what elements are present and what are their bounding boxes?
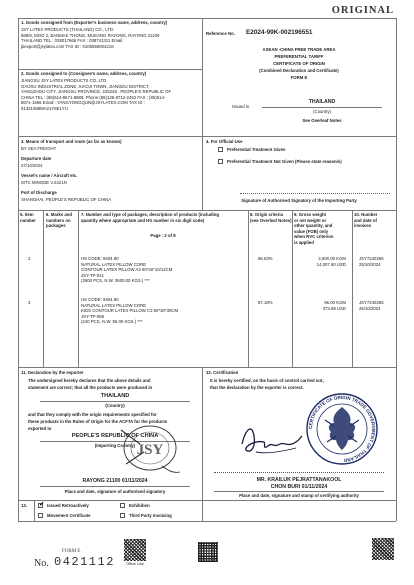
qr-code-icon — [372, 538, 394, 560]
divider — [202, 18, 203, 210]
item-number: 2 — [28, 256, 31, 261]
item-origin-criteria: 96.63% — [258, 256, 273, 261]
consignee-details: JIANGSU JSY LATEX PRODUCTS CO.,LTD GAOXU INDUSTRIAL ZONE, XIAOJI TOWN, JIANGDU DISTRICT, YANGZHOU CITY, JIANGSU PROVINCE, 225248 , PEOPLE'S REPUBLIC OF CHINA TEL : (86)514-8671-8888, Phone:(86)136-8712-2452 FAX : (86)514- 8671-1566 Email : YANGYONGQUN@JSYLATEX.COM TAX ID : 91321088MA21Y8E1YU — [21, 78, 172, 111]
divider — [18, 500, 396, 501]
certifying-authority-seal — [305, 392, 379, 466]
port-of-discharge: SHANGHAI, PEOPLE'S REPUBLIC OF CHINA — [21, 197, 112, 202]
importing-country-hint: (Importing Country) — [94, 443, 136, 448]
declaration-line1: The undersigned hereby declares that the above details and — [28, 378, 151, 383]
item-quantity: 3,600.00 KGM 14,007.60 USD — [316, 256, 346, 267]
divider — [352, 210, 353, 367]
issued-country: THAILAND — [308, 99, 336, 105]
title-line3: CERTIFICATE OF ORIGIN — [273, 61, 325, 66]
header-invoices: 10. Number and date of invoices — [354, 212, 378, 229]
frame-bottom — [18, 521, 396, 522]
see-notes: See Overleaf Notes — [302, 118, 342, 123]
declaration-line2: statement are correct; that all the products were produced in — [28, 385, 153, 390]
page-indicator: Page : 2 of 8 — [150, 233, 176, 238]
certifying-officer-name: MR. KRAILUK PEJRATTANAKOOL — [256, 477, 342, 483]
port-label: Port of Discharge — [21, 190, 57, 195]
svg-text:CERTIFICATE OF ORIGIN TRADE GO: CERTIFICATE OF ORIGIN TRADE GOVERNMENT OF THAILAND — [307, 394, 377, 463]
divider — [292, 210, 293, 367]
third-party-invoicing-checkbox[interactable] — [120, 513, 125, 518]
check-mark-icon: ✓ — [39, 501, 45, 508]
item-number: 3 — [28, 300, 31, 305]
footer-serial-number: 0421112 — [54, 555, 115, 569]
original-stamp: ORIGINAL — [331, 5, 394, 16]
certification-line2: that the declaration by the exporter is correct. — [210, 385, 304, 390]
item-quantity: 96.00 KGM 373.68 USD — [322, 300, 346, 311]
preferential-given-checkbox[interactable] — [218, 147, 223, 152]
exporter-place-hint: Place and date, signature of authorised signatory — [64, 489, 166, 494]
divider — [18, 367, 396, 368]
issued-retroactively-label: Issued Retroactively — [47, 503, 89, 508]
vessel-label: Vessel's name / Aircraft etc. — [21, 173, 78, 178]
box2-label: 2. Goods consigned to (Consignee's name, address, country) — [21, 71, 147, 76]
declaration-country: THAILAND — [100, 393, 130, 399]
issued-in-label: Issued in — [232, 104, 250, 109]
footer-form-label: FORM E — [62, 549, 81, 554]
certifying-place-hint: Place and date, signature and stamp of certifying authority — [239, 493, 359, 498]
issued-underline — [262, 107, 382, 108]
title-line2: PREFERENTIAL TARIFF — [274, 54, 324, 59]
footer-no-label: No. — [34, 558, 49, 569]
movement-certificate-checkbox[interactable] — [38, 513, 43, 518]
header-description: 7. Number and type of packages, description of products (including quantity where appropriate and HS number in six digit code) — [81, 212, 219, 223]
svg-text:JSY: JSY — [136, 442, 164, 458]
certifying-place-date: CHON BURI 01/11/2024 — [270, 484, 328, 490]
exporter-details: JSY LATEX PRODUCTS (THAILAND) CO., LTD. 888/8, MOO 2, BANMAK THONG, MUEANG RAYONG, RAYONG 21100 THAILAND TEL : 038017666 FAX : 038741311 Email : jbexport@jsylatex.com TAX ID : 0105559004218 — [21, 27, 160, 49]
frame-top — [18, 18, 396, 19]
official-sign-line — [240, 193, 390, 194]
title-form-e: FORM E — [290, 75, 308, 80]
divider — [43, 210, 44, 367]
item-invoice: JSY7240266 25/10/2024 — [359, 256, 384, 267]
title-line4: (Combined Declaration and Certificate) — [259, 68, 339, 73]
header-item-number: 5. Item number — [20, 212, 36, 223]
country-underline — [40, 401, 190, 402]
qr-code-icon — [198, 542, 218, 562]
issued-retroactively-checkbox[interactable] — [38, 503, 43, 508]
third-party-invoicing-label: Third Party Invoicing — [129, 513, 172, 518]
declaration-line3: and that they comply with the origin requirements specified for — [28, 412, 157, 417]
item-description: HS CODE: 9404.90 NATURAL LATEX PILLOW CORE KIDS CONTOUR LATEX PILLOW C3 50*30*30CM JSY-TP-059 (240 PCS, N.W. 96.00 KGS.) *** — [81, 297, 179, 325]
exporter-place-date: RAYONG 21100 01/11/2024 — [82, 478, 148, 484]
divider — [18, 210, 396, 211]
certifying-underline — [214, 491, 384, 492]
certifying-sign-line — [214, 472, 384, 473]
transport-mode: BY SEA FREIGHT — [21, 146, 57, 151]
preferential-not-given-checkbox[interactable] — [218, 159, 223, 164]
declaration-country-hint: (Country) — [105, 403, 125, 408]
reference-number: E2024-99K-002196551 — [246, 29, 313, 36]
qr-code-icon — [124, 539, 146, 561]
departure-date: 27/10/2024 — [21, 163, 43, 168]
header-marks: 6. Marks and numbers on packages — [46, 212, 73, 229]
header-quantity: 9. Gross weight or net weight or other quantity, and value (FOB) only when RVC criterion is applied — [294, 212, 334, 245]
box13-label: 13. — [21, 503, 27, 508]
frame-right — [396, 18, 397, 521]
item-origin-criteria: 97.18% — [258, 300, 273, 305]
title-line1: ASEAN -CHINA FREE TRADE AREA — [262, 47, 336, 52]
exhibition-checkbox[interactable] — [120, 503, 125, 508]
divider — [18, 69, 202, 70]
issued-country-hint: (Country) — [313, 109, 331, 114]
vessel-name: SITC MINGDE V.2421N — [21, 180, 67, 185]
preferential-not-given-label: Preferential Treatment Not Given (Please state reason/s) — [227, 159, 342, 164]
box4-label: 4. For Official Use — [206, 139, 243, 144]
departure-label: Departure date — [21, 156, 52, 161]
official-sign-caption: Signature of Authorised Signatory of the Importing Party — [241, 198, 357, 203]
certification-line1: It is hereby certified, on the basis of control carried out, — [210, 378, 324, 383]
divider — [248, 210, 249, 367]
box12-label: 12. Certification — [206, 370, 239, 375]
importing-country: PEOPLE'S REPUBLIC OF CHINA — [71, 433, 159, 439]
divider — [34, 500, 35, 521]
office-use-label: Office Use — [126, 562, 144, 566]
officer-signature — [236, 414, 306, 462]
place-underline — [40, 486, 190, 487]
box3-label: 3. Means of transport and route (as far as known) — [21, 139, 122, 144]
declaration-line5: exported to — [28, 426, 52, 431]
frame-left — [18, 18, 19, 521]
preferential-given-label: Preferential Treatment Given — [227, 147, 286, 152]
item-invoice: JSY7240265 25/10/2024 — [359, 300, 384, 311]
exhibition-label: Exhibition — [129, 503, 150, 508]
exporter-company-stamp — [116, 422, 184, 478]
box1-label: 1. Goods consigned from (Exporter's business name, address, country) — [21, 20, 168, 25]
declaration-line4: these products in the Rules of Origin for the ACFTA for the products — [28, 419, 168, 424]
reference-label: Reference No. — [206, 31, 235, 36]
divider — [202, 367, 203, 521]
movement-certificate-label: Movement Certificate — [47, 513, 91, 518]
divider — [18, 136, 396, 137]
item-description: HS CODE: 9404.90 NATURAL LATEX PILLOW CORE CONTOUR LATEX PILLOW A3 60*40*10/12CM JSY-TP-041 (3600 PCS, N.W. 3600.00 KGS.) *** — [81, 256, 173, 284]
box11-label: 11. Declaration by the exporter — [21, 370, 84, 375]
header-origin: 8. Origin criteria (see Overleaf Notes) — [250, 212, 292, 223]
